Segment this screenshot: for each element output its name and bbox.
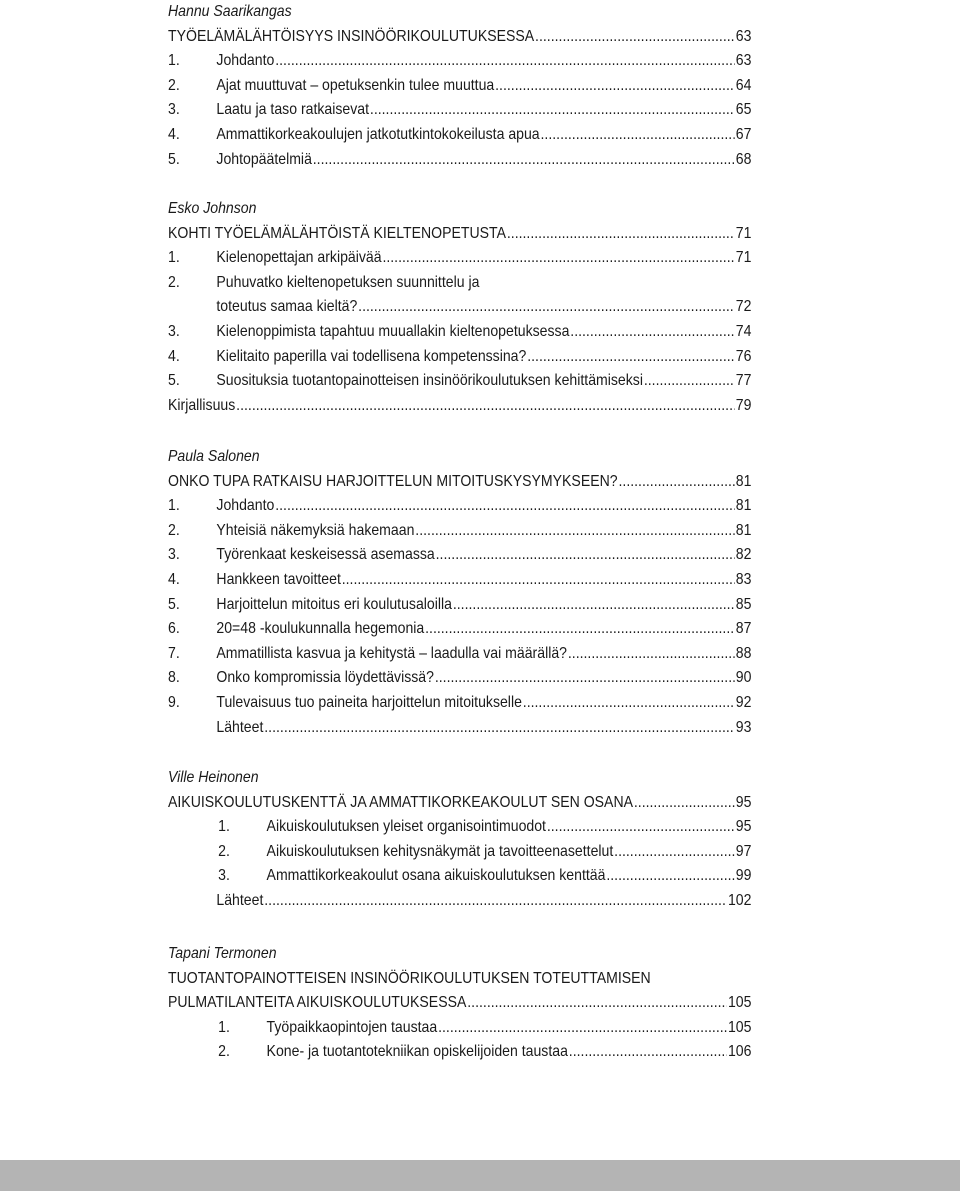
dot-leader — [275, 494, 735, 518]
entry-number: 4. — [168, 571, 180, 588]
dot-leader — [264, 716, 735, 740]
entry-title: Laatu ja taso ratkaisevat — [216, 101, 370, 119]
dot-leader — [342, 568, 735, 592]
page-number: 74 — [735, 323, 752, 340]
dot-leader — [541, 123, 735, 147]
entry-number: 1. — [218, 1018, 230, 1036]
dot-leader — [438, 1016, 727, 1040]
entry-number: 2. — [168, 76, 180, 94]
page-number: 97 — [735, 842, 752, 860]
page-number: 105 — [727, 1018, 752, 1036]
dot-leader — [570, 320, 735, 344]
entry-title: KOHTI TYÖELÄMÄLÄHTÖISTÄ KIELTENOPETUSTA — [168, 224, 506, 242]
entry-number: 5. — [168, 150, 180, 168]
page-number: 88 — [735, 644, 752, 662]
toc-entry — [168, 25, 751, 49]
toc-entry — [168, 568, 751, 592]
page-number: 71 — [735, 224, 752, 242]
toc-entry — [168, 617, 751, 641]
toc-entry — [168, 295, 751, 319]
page-number: 102 — [727, 892, 752, 909]
entry-number: 2. — [218, 842, 230, 860]
dot-leader — [495, 74, 735, 98]
entry-number: 1. — [168, 52, 180, 70]
toc-entry — [168, 98, 751, 122]
page-number: 81 — [735, 521, 752, 539]
toc-entry — [168, 1016, 751, 1040]
entry-number: 1. — [168, 249, 180, 267]
entry-title: Lähteet — [216, 892, 264, 909]
entry-number: 3. — [218, 867, 230, 885]
dot-leader — [634, 791, 735, 815]
page-number: 90 — [735, 669, 752, 687]
toc-entry — [168, 864, 751, 888]
dot-leader — [535, 25, 735, 49]
entry-title: Kielenopettajan arkipäivää — [216, 249, 382, 267]
page-number: 64 — [735, 76, 752, 94]
toc-entry — [168, 123, 751, 147]
entry-title: Kone- ja tuotantotekniikan opiskelijoiden taustaa — [266, 1043, 568, 1061]
entry-title: Kirjallisuus — [168, 396, 236, 414]
entry-title: Ammattikorkeakoulujen jatkotutkintokokeilusta apua — [216, 126, 540, 143]
entry-number: 4. — [168, 126, 180, 143]
toc-entry — [168, 74, 751, 98]
page-number: 95 — [735, 818, 752, 836]
dot-leader — [382, 246, 734, 270]
dot-leader — [453, 593, 735, 617]
dot-leader — [236, 394, 735, 418]
page-number: 63 — [735, 52, 752, 70]
page-number: 63 — [735, 27, 752, 45]
dot-leader — [523, 691, 735, 715]
footer-bar — [0, 1160, 960, 1191]
entry-title: 20=48 -koulukunnalla hegemonia — [216, 620, 425, 638]
entry-number: 1. — [218, 818, 230, 836]
toc-entry — [168, 271, 751, 295]
dot-leader — [435, 666, 735, 690]
dot-leader — [415, 519, 735, 543]
toc-entry — [168, 840, 751, 864]
entry-title: toteutus samaa kieltä? — [216, 298, 358, 316]
toc-entry — [168, 889, 751, 913]
page-number: 68 — [735, 150, 752, 168]
page-number: 65 — [735, 101, 752, 119]
entry-title: Suosituksia tuotantopainotteisen insinöörikoulutuksen kehittämiseksi — [216, 372, 643, 390]
toc-entry — [168, 320, 751, 344]
toc-entry — [168, 543, 751, 567]
entry-title: Yhteisiä näkemyksiä hakemaan — [216, 521, 415, 539]
toc-entry — [168, 967, 751, 991]
page-number: 77 — [735, 372, 752, 390]
dot-leader — [614, 840, 735, 864]
toc-entry — [168, 593, 751, 617]
toc-entry — [168, 642, 751, 666]
entry-title: Aikuiskoulutuksen yleiset organisointimuodot — [266, 818, 546, 836]
entry-title: Työpaikkaopintojen taustaa — [266, 1018, 438, 1036]
toc-entry — [168, 345, 751, 369]
entry-title: Ajat muuttuvat – opetuksenkin tulee muuttua — [216, 76, 495, 94]
page-number: 87 — [735, 620, 752, 638]
entry-title: Harjoittelun mitoitus eri koulutusaloilla — [216, 595, 452, 613]
entry-title: Johdanto — [216, 497, 275, 515]
dot-leader — [644, 369, 735, 393]
toc-entry — [168, 246, 751, 270]
entry-number: 8. — [168, 669, 180, 687]
dot-leader — [568, 642, 735, 666]
entry-title: TYÖELÄMÄLÄHTÖISYYS INSINÖÖRIKOULUTUKSESSA — [168, 27, 535, 45]
entry-number: 9. — [168, 694, 180, 711]
entry-title: Kielenoppimista tapahtuu muuallakin kieltenopetuksessa — [216, 323, 570, 340]
page-number: 81 — [735, 472, 752, 490]
page-number: 92 — [735, 694, 752, 711]
entry-title: PULMATILANTEITA AIKUISKOULUTUKSESSA — [168, 994, 467, 1012]
dot-leader — [264, 889, 727, 913]
toc-entry — [168, 1040, 751, 1064]
dot-leader — [507, 222, 735, 246]
page-number: 71 — [735, 249, 752, 267]
entry-number: 2. — [218, 1043, 230, 1061]
entry-title: Ammatillista kasvua ja kehitystä – laadulla vai määrällä? — [216, 644, 567, 662]
dot-leader — [436, 543, 735, 567]
page-number: 85 — [735, 595, 752, 613]
page-number: 81 — [735, 497, 752, 515]
entry-number: 3. — [168, 546, 180, 564]
dot-leader — [606, 864, 735, 888]
entry-number: 7. — [168, 644, 180, 662]
page-number: 95 — [735, 793, 752, 811]
entry-title: TUOTANTOPAINOTTEISEN INSINÖÖRIKOULUTUKSEN TOTEUTTAMISEN — [168, 969, 651, 987]
toc-entry — [168, 716, 751, 740]
entry-title: Tulevaisuus tuo paineita harjoittelun mitoitukselle — [216, 694, 522, 711]
entry-title: Onko kompromissia löydettävissä? — [216, 669, 434, 687]
dot-leader — [358, 295, 735, 319]
toc-entry — [168, 815, 751, 839]
page-number: 93 — [735, 718, 752, 736]
entry-title: Puhuvatko kieltenopetuksen suunnittelu ja — [216, 273, 480, 291]
toc-entry — [168, 49, 751, 73]
toc-entry — [168, 394, 751, 418]
entry-number: 6. — [168, 620, 180, 638]
dot-leader — [547, 815, 735, 839]
author-name: Tapani Termonen — [168, 945, 277, 962]
page-number: 79 — [735, 396, 752, 414]
toc-entry — [168, 991, 751, 1015]
dot-leader — [467, 991, 727, 1015]
dot-leader — [275, 49, 735, 73]
entry-number: 2. — [168, 273, 180, 291]
entry-title: ONKO TUPA RATKAISU HARJOITTELUN MITOITUSKYSYMYKSEEN? — [168, 472, 618, 490]
entry-title: Aikuiskoulutuksen kehitysnäkymät ja tavoitteenasettelut — [266, 842, 614, 860]
toc-entry — [168, 222, 751, 246]
page-number: 76 — [735, 347, 752, 365]
page-number: 106 — [727, 1043, 752, 1061]
dot-leader — [425, 617, 735, 641]
dot-leader — [370, 98, 735, 122]
page-number: 82 — [735, 546, 752, 564]
page-number: 105 — [727, 994, 752, 1012]
page-number: 72 — [735, 298, 752, 316]
entry-number: 3. — [168, 101, 180, 119]
entry-title: Johdanto — [216, 52, 275, 70]
author-name: Paula Salonen — [168, 448, 260, 465]
author-name: Esko Johnson — [168, 200, 257, 217]
entry-number: 5. — [168, 372, 180, 390]
entry-title: Ammattikorkeakoulut osana aikuiskoulutuksen kenttää — [266, 867, 606, 885]
entry-title: Johtopäätelmiä — [216, 150, 312, 168]
toc-entry — [168, 369, 751, 393]
dot-leader — [527, 345, 735, 369]
entry-number: 5. — [168, 595, 180, 613]
page-number: 83 — [735, 571, 752, 588]
toc-entry — [168, 691, 751, 715]
dot-leader — [569, 1040, 727, 1064]
entry-title: Hankkeen tavoitteet — [216, 571, 341, 588]
page-number: 67 — [735, 126, 752, 143]
author-name: Ville Heinonen — [168, 769, 259, 786]
entry-title: AIKUISKOULUTUSKENTTÄ JA AMMATTIKORKEAKOULUT SEN OSANA — [168, 793, 633, 811]
entry-number: 4. — [168, 347, 180, 365]
toc-entry — [168, 494, 751, 518]
toc-entry — [168, 519, 751, 543]
entry-number: 3. — [168, 323, 180, 340]
toc-entry — [168, 791, 751, 815]
entry-title: Lähteet — [216, 718, 264, 736]
toc-entry — [168, 148, 751, 172]
entry-number: 1. — [168, 497, 180, 515]
toc-entry — [168, 470, 751, 494]
dot-leader — [313, 148, 735, 172]
author-name: Hannu Saarikangas — [168, 3, 292, 20]
entry-number: 2. — [168, 521, 180, 539]
entry-title: Työrenkaat keskeisessä asemassa — [216, 546, 435, 564]
page-number: 99 — [735, 867, 752, 885]
dot-leader — [618, 470, 734, 494]
entry-title: Kielitaito paperilla vai todellisena kompetenssina? — [216, 347, 527, 365]
toc-entry — [168, 666, 751, 690]
